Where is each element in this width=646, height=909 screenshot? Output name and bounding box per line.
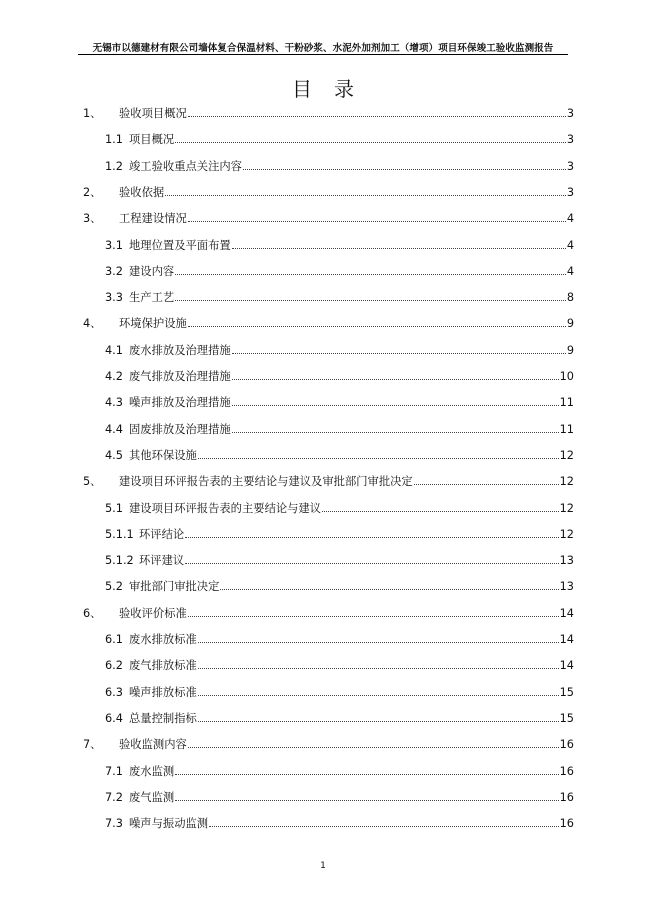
toc-entry-page: 13	[559, 554, 574, 568]
toc-dot-leader	[188, 326, 566, 327]
toc-dot-leader	[414, 484, 559, 485]
toc-entry-number: 4.2	[105, 370, 123, 383]
toc-entry-number: 2、	[83, 185, 102, 199]
toc-entry-page: 16	[559, 790, 574, 804]
toc-entry[interactable]	[105, 396, 574, 410]
toc-entry[interactable]	[105, 502, 574, 516]
toc-entry-label: 废水排放及治理措施	[129, 343, 231, 357]
toc-entry-page: 15	[559, 685, 574, 699]
toc-entry-page: 10	[559, 370, 574, 383]
toc-entry-page: 16	[559, 738, 574, 752]
toc-entry[interactable]	[105, 528, 574, 542]
toc-entry-number: 4.3	[105, 396, 123, 410]
toc-entry[interactable]	[105, 370, 574, 384]
toc-entry-number: 6.1	[105, 633, 123, 646]
toc-entry-number: 5.1	[105, 501, 123, 515]
toc-dot-leader	[188, 747, 559, 748]
toc-entry-page: 4	[566, 212, 574, 226]
toc-entry-label: 建设项目环评报告表的主要结论与建议	[129, 501, 322, 515]
toc-entry[interactable]	[83, 317, 574, 331]
toc-dot-leader	[185, 563, 558, 564]
toc-entry-label: 审批部门审批决定	[129, 580, 220, 594]
toc-dot-leader	[232, 432, 559, 433]
toc-dot-leader	[232, 405, 559, 406]
toc-dot-leader	[175, 774, 558, 775]
toc-dot-leader	[198, 668, 559, 669]
toc-entry-number: 7、	[83, 738, 102, 752]
toc-dot-leader	[198, 721, 559, 722]
toc-entry[interactable]	[105, 449, 574, 463]
toc-entry-number: 3.1	[105, 238, 123, 252]
toc-entry[interactable]	[105, 712, 574, 726]
toc-entry[interactable]	[105, 580, 574, 594]
toc-entry[interactable]	[105, 344, 574, 358]
toc-entry-label: 环评结论	[139, 527, 185, 541]
toc-entry-page: 11	[559, 396, 574, 410]
toc-entry[interactable]	[105, 133, 574, 147]
toc-entry-number: 4.4	[105, 422, 123, 436]
toc-entry-label: 固废排放及治理措施	[129, 422, 231, 436]
toc-entry-page: 9	[566, 343, 574, 357]
toc-entry[interactable]	[105, 554, 574, 568]
toc-entry-label: 噪声与振动监测	[129, 817, 209, 831]
toc-entry-number: 3.2	[105, 264, 123, 278]
toc-entry-page: 14	[559, 633, 574, 646]
toc-dot-leader	[175, 800, 558, 801]
toc-entry-label: 工程建设情况	[119, 212, 187, 226]
toc-dot-leader	[188, 616, 559, 617]
toc-dot-leader	[232, 353, 566, 354]
toc-dot-leader	[198, 458, 559, 459]
toc-entry-number: 5.1.2	[105, 554, 134, 568]
toc-entry-label: 噪声排放标准	[129, 685, 197, 699]
toc-entry-label: 总量控制指标	[129, 711, 197, 725]
toc-entry[interactable]	[83, 186, 574, 200]
toc-entry-page: 16	[559, 817, 574, 831]
toc-dot-leader	[175, 300, 566, 301]
toc-dot-leader	[198, 642, 559, 643]
toc-entry-number: 4、	[83, 317, 102, 331]
toc-entry-number: 7.3	[105, 817, 123, 831]
toc-entry-page: 12	[559, 448, 574, 462]
toc-entry-label: 噪声排放及治理措施	[129, 396, 231, 410]
toc-dot-leader	[232, 379, 559, 380]
toc-entry-number: 6.4	[105, 711, 123, 725]
toc-dot-leader	[232, 248, 566, 249]
toc-entry-number: 1、	[83, 107, 102, 120]
toc-entry-number: 4.1	[105, 343, 123, 357]
toc-entry-label: 废气监测	[129, 790, 175, 804]
toc-entry[interactable]	[105, 659, 574, 673]
toc-entry-number: 7.2	[105, 790, 123, 804]
toc-entry[interactable]	[105, 160, 574, 174]
toc-entry[interactable]	[83, 212, 574, 226]
toc-entry-page: 3	[566, 185, 574, 199]
toc-entry-page: 9	[566, 317, 574, 331]
toc-entry-label: 废水监测	[129, 764, 175, 778]
toc-entry-page: 8	[566, 291, 574, 305]
toc-entry-number: 1.1	[105, 133, 123, 147]
toc-entry[interactable]	[105, 239, 574, 253]
toc-entry-label: 验收监测内容	[119, 738, 187, 752]
toc-entry-label: 废气排放及治理措施	[129, 370, 231, 383]
toc-entry[interactable]	[105, 765, 574, 779]
toc-entry[interactable]	[105, 423, 574, 437]
toc-entry-label: 废气排放标准	[129, 659, 197, 673]
toc-entry-page: 12	[559, 475, 574, 489]
toc-entry-page: 3	[566, 159, 574, 173]
toc-entry-page: 4	[566, 264, 574, 278]
toc-entry[interactable]	[83, 607, 574, 621]
toc-entry-label: 项目概况	[129, 133, 175, 147]
toc-entry-label: 生产工艺	[129, 291, 175, 305]
toc-entry[interactable]	[83, 738, 574, 752]
toc-entry-label: 验收项目概况	[119, 107, 187, 120]
toc-entry[interactable]	[83, 475, 574, 489]
toc-entry-page: 11	[559, 422, 574, 436]
page-title: 目录	[292, 77, 376, 101]
toc-entry-label: 建设内容	[129, 264, 175, 278]
toc-entry-page: 3	[566, 133, 574, 147]
toc-dot-leader	[188, 116, 566, 117]
toc-dot-leader	[322, 511, 559, 512]
toc-entry-number: 6.3	[105, 685, 123, 699]
toc-entry[interactable]	[105, 265, 574, 279]
toc-entry-label: 废水排放标准	[129, 633, 197, 646]
toc-entry-label: 环评建议	[139, 554, 185, 568]
toc-dot-leader	[188, 221, 566, 222]
toc-entry-number: 4.5	[105, 448, 123, 462]
toc-entry-page: 15	[559, 711, 574, 725]
toc-entry-label: 其他环保设施	[129, 448, 197, 462]
toc-entry-page: 12	[559, 501, 574, 515]
toc-dot-leader	[198, 695, 559, 696]
toc-entry-number: 3.3	[105, 291, 123, 305]
toc-entry-label: 验收评价标准	[119, 606, 187, 620]
toc-dot-leader	[220, 589, 558, 590]
page-number: 1	[320, 861, 326, 871]
toc-entry-label: 建设项目环评报告表的主要结论与建议及审批部门审批决定	[119, 475, 413, 489]
toc-entry-label: 地理位置及平面布置	[129, 238, 231, 252]
toc-entry[interactable]	[105, 291, 574, 305]
toc-entry-page: 14	[559, 606, 574, 620]
toc-dot-leader	[209, 826, 559, 827]
running-header: 无锡市以德建材有限公司墙体复合保温材料、干粉砂浆、水泥外加剂加工（增项）项目环保竣工验收监测报告	[92, 43, 554, 54]
toc-entry-number: 5.2	[105, 580, 123, 594]
toc-dot-leader	[165, 195, 566, 196]
toc-dot-leader	[185, 537, 558, 538]
toc-entry-number: 6、	[83, 606, 102, 620]
toc-entry[interactable]	[105, 817, 574, 831]
toc-entry-number: 1.2	[105, 159, 123, 173]
toc-entry[interactable]	[105, 686, 574, 700]
toc-entry-label: 竣工验收重点关注内容	[129, 159, 242, 173]
toc-entry-page: 13	[559, 580, 574, 594]
toc-entry-label: 环境保护设施	[119, 317, 187, 331]
toc-entry[interactable]	[105, 791, 574, 805]
toc-entry-number: 7.1	[105, 764, 123, 778]
toc-entry-number: 6.2	[105, 659, 123, 673]
toc-entry-page: 12	[559, 527, 574, 541]
toc-entry-page: 3	[566, 107, 574, 120]
toc-entry-page: 16	[559, 764, 574, 778]
toc-entry[interactable]	[105, 633, 574, 647]
toc-dot-leader	[243, 169, 566, 170]
toc-entry-number: 5.1.1	[105, 527, 134, 541]
toc-entry-label: 验收依据	[119, 185, 165, 199]
toc-entry[interactable]	[83, 107, 574, 121]
toc-entry-number: 3、	[83, 212, 102, 226]
toc-entry-number: 5、	[83, 475, 102, 489]
header-rule	[78, 54, 568, 55]
toc-dot-leader	[175, 142, 566, 143]
toc-dot-leader	[175, 274, 566, 275]
toc-entry-page: 4	[566, 238, 574, 252]
toc-entry-page: 14	[559, 659, 574, 673]
